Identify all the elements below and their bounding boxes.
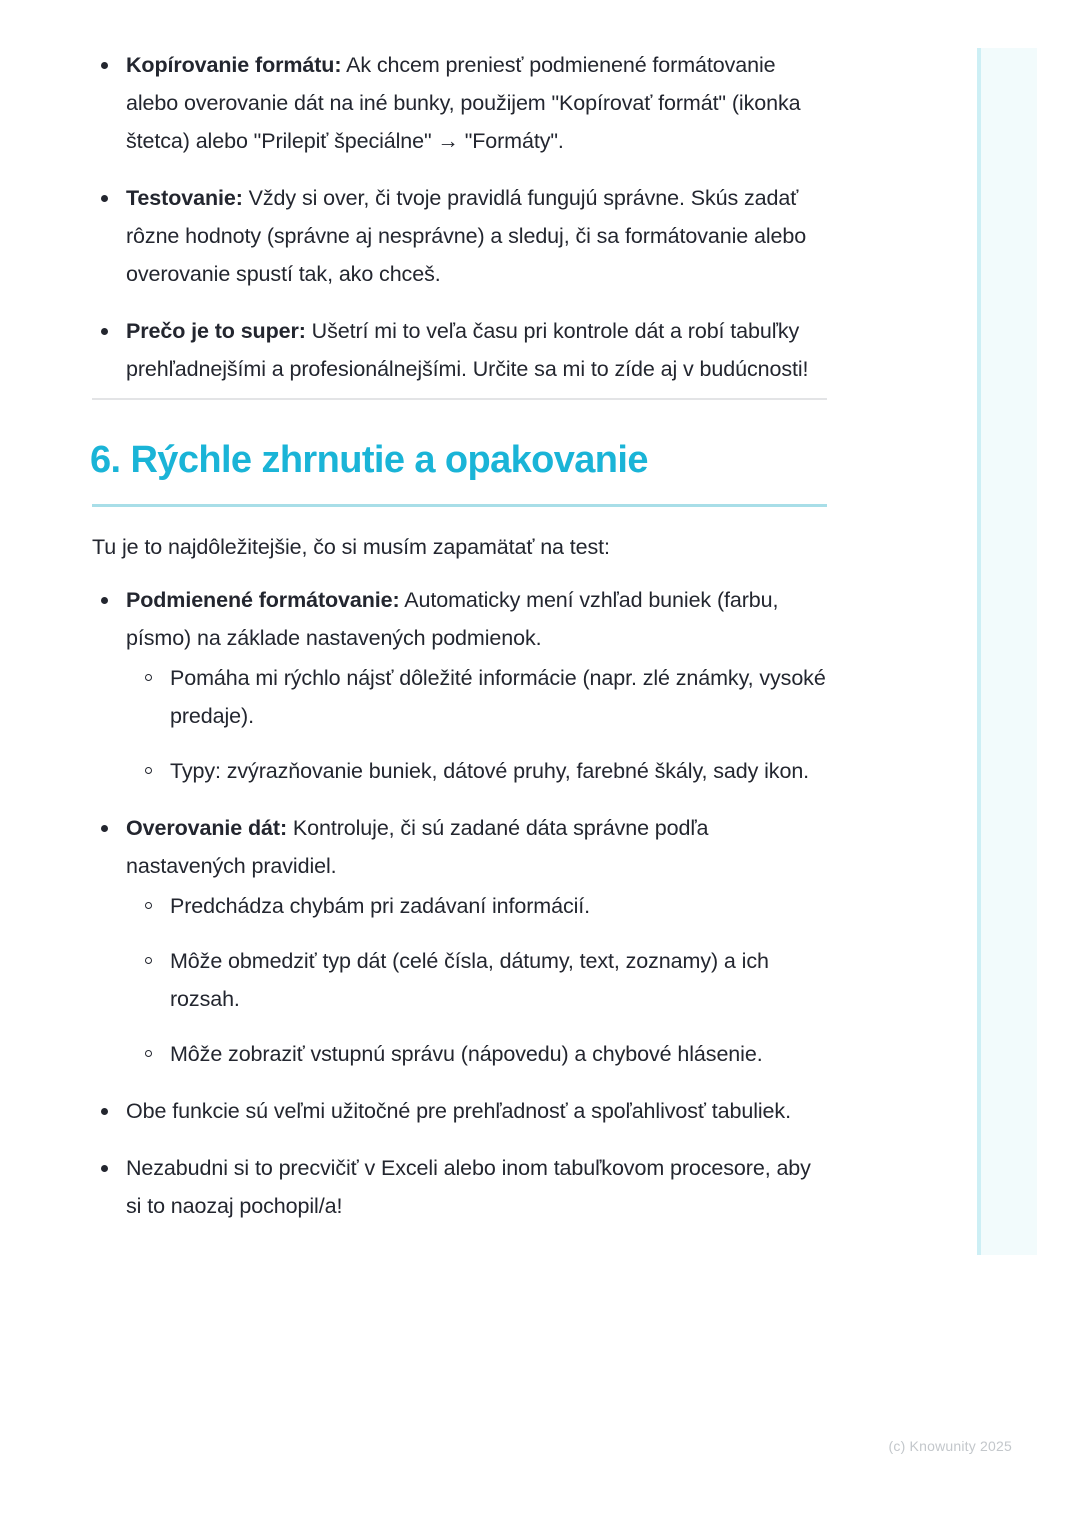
- list-item-text: Kontroluje, či sú zadané dáta správne podľa nastavených pravidiel.: [126, 816, 709, 878]
- top-section: [0, 46, 935, 407]
- bullet-circle-icon: [145, 902, 152, 909]
- bullet-disc-icon: [101, 195, 108, 202]
- sublist-wrapper: [136, 659, 832, 790]
- list-item: [92, 1092, 832, 1130]
- list-item: [92, 581, 832, 790]
- top-bullet-list: [92, 46, 832, 388]
- sublist-wrapper: [136, 887, 832, 1073]
- sublist-item-text: Predchádza chybám pri zadávaní informácií.: [170, 894, 591, 918]
- list-item-lead: Podmienené formátovanie:: [126, 588, 400, 612]
- right-side-panel: [977, 48, 1037, 1255]
- summary-sublist: [136, 887, 832, 1073]
- bullet-disc-icon: [101, 597, 108, 604]
- summary-section: [0, 581, 935, 1244]
- list-item-text: Nezabudni si to precvičiť v Exceli alebo inom tabuľkovom procesore, aby si to naozaj pochopil/a!: [126, 1156, 811, 1218]
- bullet-disc-icon: [101, 328, 108, 335]
- bullet-disc-icon: [101, 1108, 108, 1115]
- section-divider-top: [92, 398, 827, 400]
- list-item: [92, 1149, 832, 1225]
- bullet-circle-icon: [145, 674, 152, 681]
- list-item-lead: Kopírovanie formátu:: [126, 53, 342, 77]
- section-intro-paragraph: Tu je to najdôležitejšie, čo si musím zapamätať na test:: [92, 535, 610, 559]
- summary-bullet-list: [92, 581, 832, 1225]
- list-item: [92, 179, 832, 293]
- bullet-disc-icon: [101, 825, 108, 832]
- bullet-circle-icon: [145, 767, 152, 774]
- bullet-circle-icon: [145, 957, 152, 964]
- sublist-item-text: Typy: zvýrazňovanie buniek, dátové pruhy, farebné škály, sady ikon.: [170, 759, 810, 783]
- list-item-lead: Prečo je to super:: [126, 319, 306, 343]
- list-item-text: Vždy si over, či tvoje pravidlá fungujú správne. Skús zadať rôzne hodnoty (správne aj nesprávne) a sleduj, či sa formátovanie alebo overovanie spustí tak, ako chceš.: [126, 186, 807, 286]
- page-title: 6. Rýchle zhrnutie a opakovanie: [90, 439, 648, 481]
- sublist-item: [136, 887, 832, 925]
- list-item-text: Ušetrí mi to veľa času pri kontrole dát a robí tabuľky prehľadnejšími a profesionálnejšími. Určite sa mi to zíde aj v budúcnosti!: [126, 319, 809, 381]
- sublist-item: [136, 1035, 832, 1073]
- footer-watermark: (c) Knowunity 2025: [888, 1438, 1012, 1454]
- sublist-item-text: Pomáha mi rýchlo nájsť dôležité informácie (napr. zlé známky, vysoké predaje).: [170, 666, 826, 728]
- bullet-circle-icon: [145, 1050, 152, 1057]
- list-item-lead: Overovanie dát:: [126, 816, 287, 840]
- list-item: [92, 312, 832, 388]
- bullet-disc-icon: [101, 1165, 108, 1172]
- sublist-item-text: Môže zobraziť vstupnú správu (nápovedu) a chybové hlásenie.: [170, 1042, 763, 1066]
- bullet-disc-icon: [101, 62, 108, 69]
- top-section-content: [92, 46, 832, 388]
- summary-sublist: [136, 659, 832, 790]
- sublist-item: [136, 659, 832, 735]
- sublist-item: [136, 752, 832, 790]
- list-item-text: Obe funkcie sú veľmi užitočné pre prehľadnosť a spoľahlivosť tabuliek.: [126, 1099, 791, 1123]
- list-item: [92, 809, 832, 1073]
- sublist-item-text: Môže obmedziť typ dát (celé čísla, dátumy, text, zoznamy) a ich rozsah.: [170, 949, 769, 1011]
- summary-section-content: [92, 581, 832, 1225]
- list-item: [92, 46, 832, 160]
- sublist-item: [136, 942, 832, 1018]
- section-heading-underline: [92, 504, 827, 507]
- list-item-text: Ak chcem preniesť podmienené formátovanie alebo overovanie dát na iné bunky, použijem "Kopírovať formát" (ikonka štetca) alebo "Prilepiť špeciálne" → "Formáty".: [126, 53, 801, 153]
- list-item-text: Automaticky mení vzhľad buniek (farbu, písmo) na základe nastavených podmienok.: [126, 588, 779, 650]
- list-item-lead: Testovanie:: [126, 186, 243, 210]
